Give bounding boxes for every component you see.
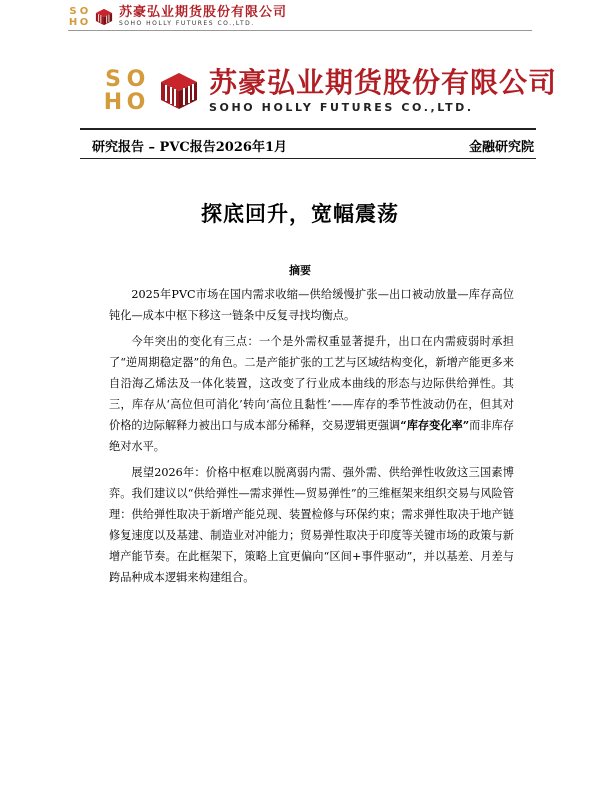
soho-mark-small <box>68 7 89 28</box>
cube-logo-icon <box>159 71 199 111</box>
top-header-logo <box>68 4 287 30</box>
bold-phrase: “库存变化率” <box>400 418 470 432</box>
report-title: 探底回升，宽幅震荡 <box>201 201 399 226</box>
report-department: 金融研究院 <box>468 140 534 155</box>
main-logo <box>102 67 557 115</box>
company-name-cn: 苏豪弘业期货股份有限公司 <box>119 5 288 20</box>
header-divider <box>68 30 532 31</box>
soho-letter: O <box>79 5 89 17</box>
company-name-en: SOHO HOLLY FUTURES CO.,LTD. <box>119 20 255 27</box>
soho-letter: O <box>79 16 89 28</box>
cube-logo-icon <box>95 8 113 26</box>
abstract-paragraph-2 <box>109 331 514 457</box>
abstract-body <box>109 284 514 593</box>
company-name-en: SOHO HOLLY FUTURES CO.,LTD. <box>209 101 474 114</box>
abstract-heading: 摘要 <box>289 264 311 277</box>
soho-letter: H <box>103 89 123 115</box>
band-rule-bottom <box>80 158 536 159</box>
company-name-cn: 苏豪弘业期货股份有限公司 <box>209 66 558 99</box>
paragraph-text: 今年突出的变化有三点：一个是外需权重显著提升，出口在内需疲弱时承担了“逆周期稳定器”的角色。二是产能扩张的工艺与区域结构变化，新增产能更多来自沿海乙烯法及一体化装置，这改变了行业成本曲线的形态与边际供给弹性。其三，库存从‘高位但可消化’转向‘高位且黏性’——库存的季节性波动仍在，但其对价格的边际解释力被出口与成本部分稀释，交易逻辑更强调 <box>109 335 514 432</box>
band-rule-top <box>80 128 536 130</box>
soho-letter: S <box>69 5 77 17</box>
abstract-paragraph-1: 2025年PVC市场在国内需求收缩—供给缓慢扩张—出口被动放量—库存高位钝化—成本中枢下移这一链条中反复寻找均衡点。 <box>109 288 514 322</box>
soho-mark <box>102 66 147 115</box>
soho-letter: O <box>126 89 146 115</box>
soho-letter: H <box>68 16 78 28</box>
soho-letter: S <box>105 66 121 92</box>
abstract-paragraph-3: 展望2026年：价格中枢难以脱离弱内需、强外需、供给弹性收敛这三国素博弈。我们建议以“供给弹性—需求弹性—贸易弹性”的三维框架来组织交易与风险管理：供给弹性取决于新增产能兑现、装置检修与环保约束；需求弹性取决于地产链修复速度以及基建、制造业对冲能力；贸易弹性取决于印度等关键市场的政策与新增产能节奏。在此框架下，策略上宜更偏向“区间+事件驱动”，并以基差、月差与跨品种成本逻辑来构建组合。 <box>109 466 514 584</box>
paragraph-text: 而非库存绝对水平。 <box>109 419 514 453</box>
soho-letter: O <box>126 66 146 92</box>
report-type: 研究报告 – PVC报告2026年1月 <box>92 140 287 155</box>
